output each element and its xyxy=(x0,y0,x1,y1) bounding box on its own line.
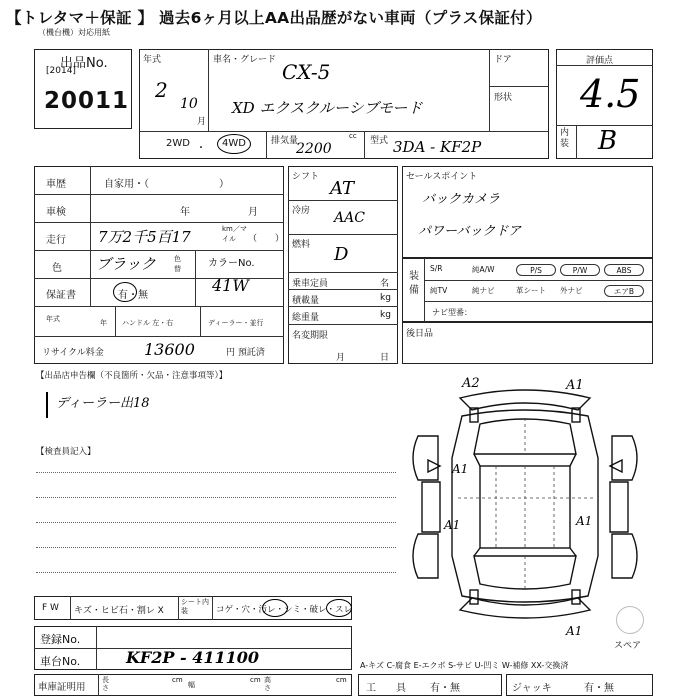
mileage-label: 走行 xyxy=(46,235,66,246)
length-unit: cm xyxy=(172,676,183,684)
fuel-value: D xyxy=(334,244,349,265)
model-value: CX-5 xyxy=(282,60,331,84)
load-unit: kg xyxy=(380,293,391,303)
name-change-month: 月 xyxy=(336,353,346,363)
capacity-unit: 名 xyxy=(380,279,390,289)
inspection-label: 車検 xyxy=(46,207,66,218)
fuel-label: 燃料 xyxy=(292,240,311,250)
banner: 【トレタマ＋保証 】 過去6ヶ月以上AA出品歴がない車両（プラス保証付） xyxy=(6,9,542,27)
equipment-option-row2-0: 純TV xyxy=(430,286,448,295)
equipment-option-row2-1: 純ナビ xyxy=(472,286,495,295)
inspector-label: 【検査員記入】 xyxy=(36,447,96,457)
new-car-sub: 年 xyxy=(100,319,107,327)
spare-label: スペア xyxy=(614,641,642,651)
fw-items: キズ・ヒビ石・割レ X xyxy=(74,606,164,616)
tools-value: 有・無 xyxy=(430,683,460,694)
damage-mark-front: A1 xyxy=(566,624,583,638)
recycle-unit: 円 預託済 xyxy=(226,348,265,358)
month-unit: 月 xyxy=(197,117,207,127)
registration-label: 登録No. xyxy=(40,633,81,646)
recycle-value: 13600 xyxy=(144,340,195,359)
equipment-option-row2-4: エアB xyxy=(604,285,644,297)
sales-points-line1: バックカメラ xyxy=(422,192,501,207)
drive-4wd: 4WD xyxy=(222,138,246,149)
length-label: 長さ xyxy=(102,676,109,692)
displacement-unit: cc xyxy=(349,132,357,140)
jack-label: ジャッキ xyxy=(512,683,552,694)
inspection-year: 年 xyxy=(180,207,190,218)
model-label: 車名・グレード xyxy=(213,55,277,65)
equipment-option-row1-2: P/S xyxy=(516,264,556,276)
gross-label: 総重量 xyxy=(292,313,320,323)
history-value: 自家用・（ ） xyxy=(104,179,229,190)
lot-year-tag: [2014] xyxy=(46,66,76,76)
color-code-value: 41W xyxy=(212,276,249,295)
equipment-option-row1-0: S/R xyxy=(430,264,443,273)
width-unit: cm xyxy=(250,676,261,684)
door-label: ドア xyxy=(494,55,512,65)
exhibitor-bracket xyxy=(46,392,51,418)
damage-mark-right-lower: A1 xyxy=(576,514,593,528)
width-label: 幅 xyxy=(188,681,195,689)
displacement-value: 2200 xyxy=(296,141,332,157)
mileage-value: 7万2千5百17 xyxy=(98,228,191,246)
drive-2wd: 2WD xyxy=(166,138,190,149)
damage-mark-left-upper: A1 xyxy=(452,462,469,476)
navi-model-label: ナビ型番： xyxy=(432,308,472,317)
equipment-option-row2-2: 革シート xyxy=(516,286,546,295)
gross-unit: kg xyxy=(380,310,391,320)
garage-cert-label: 車庫証明用 xyxy=(38,682,86,693)
equipment-option-row1-4: ABS xyxy=(604,264,644,276)
shift-label: シフト xyxy=(292,172,320,182)
capacity-label: 乗車定員 xyxy=(292,279,329,289)
ac-label: 冷房 xyxy=(292,206,311,216)
tools-label: 工 具 xyxy=(366,683,406,694)
notes-label: 後日品 xyxy=(406,329,434,339)
month-value: 10 xyxy=(180,96,198,112)
sales-points-label: セールスポイント xyxy=(406,172,478,182)
drive-4wd-circle xyxy=(217,134,251,154)
jack-value: 有・無 xyxy=(584,683,614,694)
damage-legend: A-キズ C-腐食 E-エクボ S-サビ U-凹ミ W-補修 XX-交換済 xyxy=(360,661,569,670)
form-subtitle: （機台機）対応用紙 xyxy=(38,28,110,37)
chassis-value: KF2P - 411100 xyxy=(126,648,260,667)
score-label: 評価点 xyxy=(586,56,614,66)
seat-items: コゲ・穴・汚レ・シミ・破レ・スレ xyxy=(216,605,353,615)
year-value: 2 xyxy=(155,78,168,102)
seat-mark-circle xyxy=(262,599,288,617)
type-value: 3DA - KF2P xyxy=(393,138,482,156)
warranty-label: 保証書 xyxy=(46,290,76,301)
car-damage-diagram xyxy=(400,378,650,638)
dealer-label: ディーラー・並行 xyxy=(208,319,264,327)
height-label: 高さ xyxy=(264,676,271,692)
equipment-label: 装備 xyxy=(409,271,419,296)
exhibitor-label: 【出品店申告欄（不良箇所・欠品・注意事項等）】 xyxy=(36,371,228,381)
ac-value: AAC xyxy=(334,210,365,226)
mileage-paren: （ ） xyxy=(248,234,285,244)
damage-mark-rear-right: A1 xyxy=(566,378,584,393)
lot-label: 出品No. xyxy=(60,56,108,71)
handle-label: ハンドル 左・右 xyxy=(122,319,174,327)
chassis-label: 車台No. xyxy=(40,655,81,668)
color-change: 色替 xyxy=(174,255,181,273)
color-code-label: カラーNo. xyxy=(208,258,255,269)
warranty-value: 有・無 xyxy=(118,290,148,301)
recycle-label: リサイクル料金 xyxy=(42,348,104,358)
sales-points-line2: パワーバックドア xyxy=(418,224,521,239)
history-label: 車歴 xyxy=(46,179,66,190)
warranty-circle xyxy=(113,282,137,302)
fw-label: F W xyxy=(42,603,59,613)
notes-box xyxy=(402,322,653,364)
name-change-day: 日 xyxy=(380,353,390,363)
mileage-unit: km／マイル xyxy=(222,225,247,243)
shift-value: AT xyxy=(330,178,355,199)
color-label: 色 xyxy=(52,263,62,274)
equipment-option-row1-1: 純A/W xyxy=(472,265,495,274)
damage-mark-left-lower: A1 xyxy=(444,518,461,532)
name-change-label: 名変期限 xyxy=(292,331,329,341)
spare-tire-circle xyxy=(616,606,644,634)
lot-number: 20011 xyxy=(44,88,130,114)
interior-value: B xyxy=(598,126,618,156)
seat-mark-circle-2 xyxy=(326,599,352,617)
equipment-option-row1-3: P/W xyxy=(560,264,600,276)
year-label: 年式 xyxy=(143,55,162,65)
grade-value: XD エクスクルーシブモード xyxy=(232,99,423,117)
height-unit: cm xyxy=(336,676,347,684)
type-label: 型式 xyxy=(370,136,389,146)
equipment-option-row2-3: 外ナビ xyxy=(560,286,583,295)
displacement-label: 排気量 xyxy=(271,136,299,146)
new-car-label: 年式 xyxy=(46,315,60,323)
load-label: 積載量 xyxy=(292,296,320,306)
exhibitor-value: ディーラー出18 xyxy=(56,396,150,411)
interior-label: 内装 xyxy=(560,128,570,149)
inspection-month: 月 xyxy=(248,207,258,218)
color-value: ブラック xyxy=(96,255,156,273)
seat-label: シート内装 xyxy=(181,598,209,615)
shape-label: 形状 xyxy=(494,93,513,103)
damage-mark-rear: A2 xyxy=(462,376,480,391)
score-value: 4.5 xyxy=(580,72,641,116)
